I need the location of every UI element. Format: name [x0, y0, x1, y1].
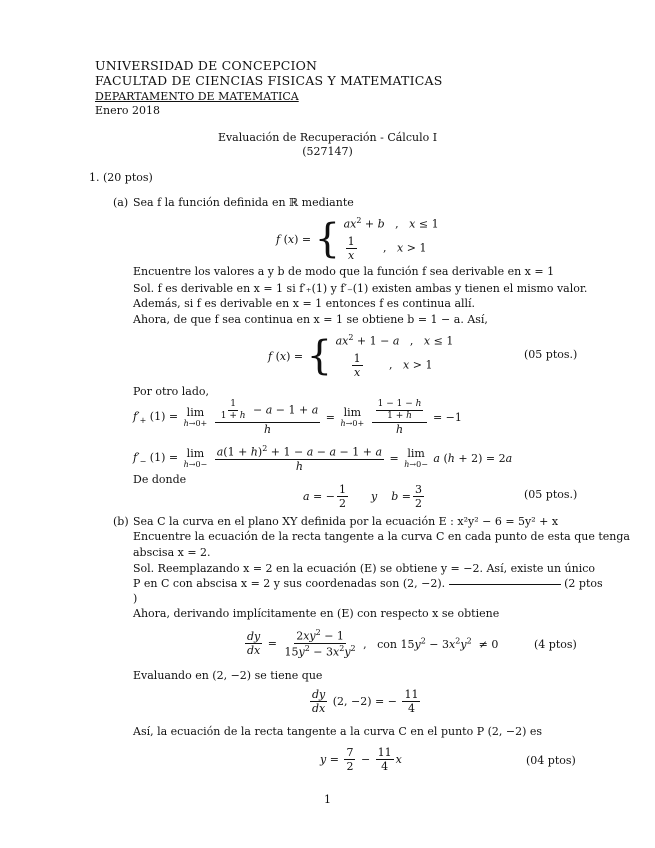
part-b-sol2: P en C con abscisa x = 2 y sus coordenadas son (2, −2). [133, 577, 446, 590]
values-a-b: a = − $\frac{1}{2}$ y b = $\frac{3}{2}$ [303, 483, 422, 511]
page-number: 1 [324, 793, 331, 806]
piecewise-function: f (x) = { $ax^2 + b$ , x ≤ 1 $\frac{1}{x}$ , x > 1 [276, 216, 439, 263]
implicit-derivative: $\frac{dy}{dx}$ = $\frac{2xy^2 - 1}{15y^2 - 3x^2y^2}$ , con $15y^2 - 3x^2y^2 \ne 0$ [247, 628, 499, 659]
part-b-task1: Encuentre la ecuación de la recta tangente a la curva C en cada punto de esta que tenga [133, 530, 630, 543]
points-b2: (4 ptos) [534, 638, 577, 651]
faculty-name: FACULTAD DE CIENCIAS FISICAS Y MATEMATICAS [95, 73, 443, 88]
part-b-intro: Sea C la curva en el plano XY definida por la ecuación E : x²y² − 6 = 5y² + x [133, 515, 559, 528]
tangent-line-equation: y = $\frac{7}{2}$ − $\frac{11}{4}$ x [320, 746, 402, 774]
part-a-label: (a) [113, 196, 129, 209]
university-name: UNIVERSIDAD DE CONCEPCION [95, 58, 318, 73]
exam-title: Evaluación de Recuperación - Cálculo I [217, 131, 438, 144]
part-b-task2: abscisa x = 2. [133, 546, 211, 559]
part-a-sol3: Ahora, de que f sea continua en x = 1 se obtiene b = 1 − a. Así, [133, 313, 488, 326]
points-a2: (05 ptos.) [524, 488, 578, 501]
part-b-sol2-line [133, 577, 603, 590]
part-a-intro: Sea f la función definida en ℝ mediante [133, 196, 354, 209]
part-b-sol1: Sol. Reemplazando x = 2 en la ecuación (E) se obtiene y = −2. Así, existe un único [133, 562, 596, 575]
points-b1: (2 ptos [564, 577, 603, 590]
part-a-task: Encuentre los valores a y b de modo que la función f sea derivable en x = 1 [133, 265, 555, 278]
part-a-sol2: Además, si f es derivable en x = 1 entonces f es continua allí. [133, 297, 476, 310]
points-a1: (05 ptos.) [524, 348, 578, 361]
points-rule [449, 584, 561, 585]
exam-code: (527147) [302, 145, 353, 158]
tangent-intro: Así, la ecuación de la recta tangente a la curva C en el punto P (2, −2) es [133, 725, 543, 738]
exam-date: Enero 2018 [95, 104, 160, 117]
piecewise-function-substituted: f (x) = { $ax^2 + 1 - a$ , x ≤ 1 $\frac{1}{x}$ , x > 1 [268, 333, 454, 380]
points-b1-close: ) [133, 592, 138, 605]
part-a-sol1: Sol. f es derivable en x = 1 si f′₊(1) y f′₋(1) existen ambas y tienen el mismo valor. [133, 282, 588, 295]
part-b-label: (b) [113, 515, 129, 528]
slope-value: $\frac{dy}{dx}$ (2, −2) = − $\frac{11}{4}$ [312, 688, 419, 716]
department-name: DEPARTAMENTO DE MATEMATICA [95, 90, 299, 103]
part-b-sol3: Ahora, derivando implícitamente en (E) con respecto x se obtiene [133, 607, 500, 620]
points-b3: (04 ptos) [526, 754, 576, 767]
evaluating-text: Evaluando en (2, −2) se tiene que [133, 669, 323, 682]
right-derivative: $f'_+$ (1) = lim h→0+ $\frac{1}{1 + h}$ − a − 1 + a h = lim h→0+ $\frac{\frac{1 - 1 - h}{1 + h}}{h}$ = −1 [133, 399, 462, 436]
problem-heading: 1. (20 ptos) [89, 171, 153, 184]
de-donde: De donde [133, 473, 187, 486]
por-otro-lado: Por otro lado, [133, 385, 209, 398]
left-derivative: $f'_-$ (1) = lim h→0− $\frac{a(1 + h)^2 + 1 - a - a - 1 + a}{h}$ = lim h→0− a (h + 2) = 2a [133, 444, 513, 473]
